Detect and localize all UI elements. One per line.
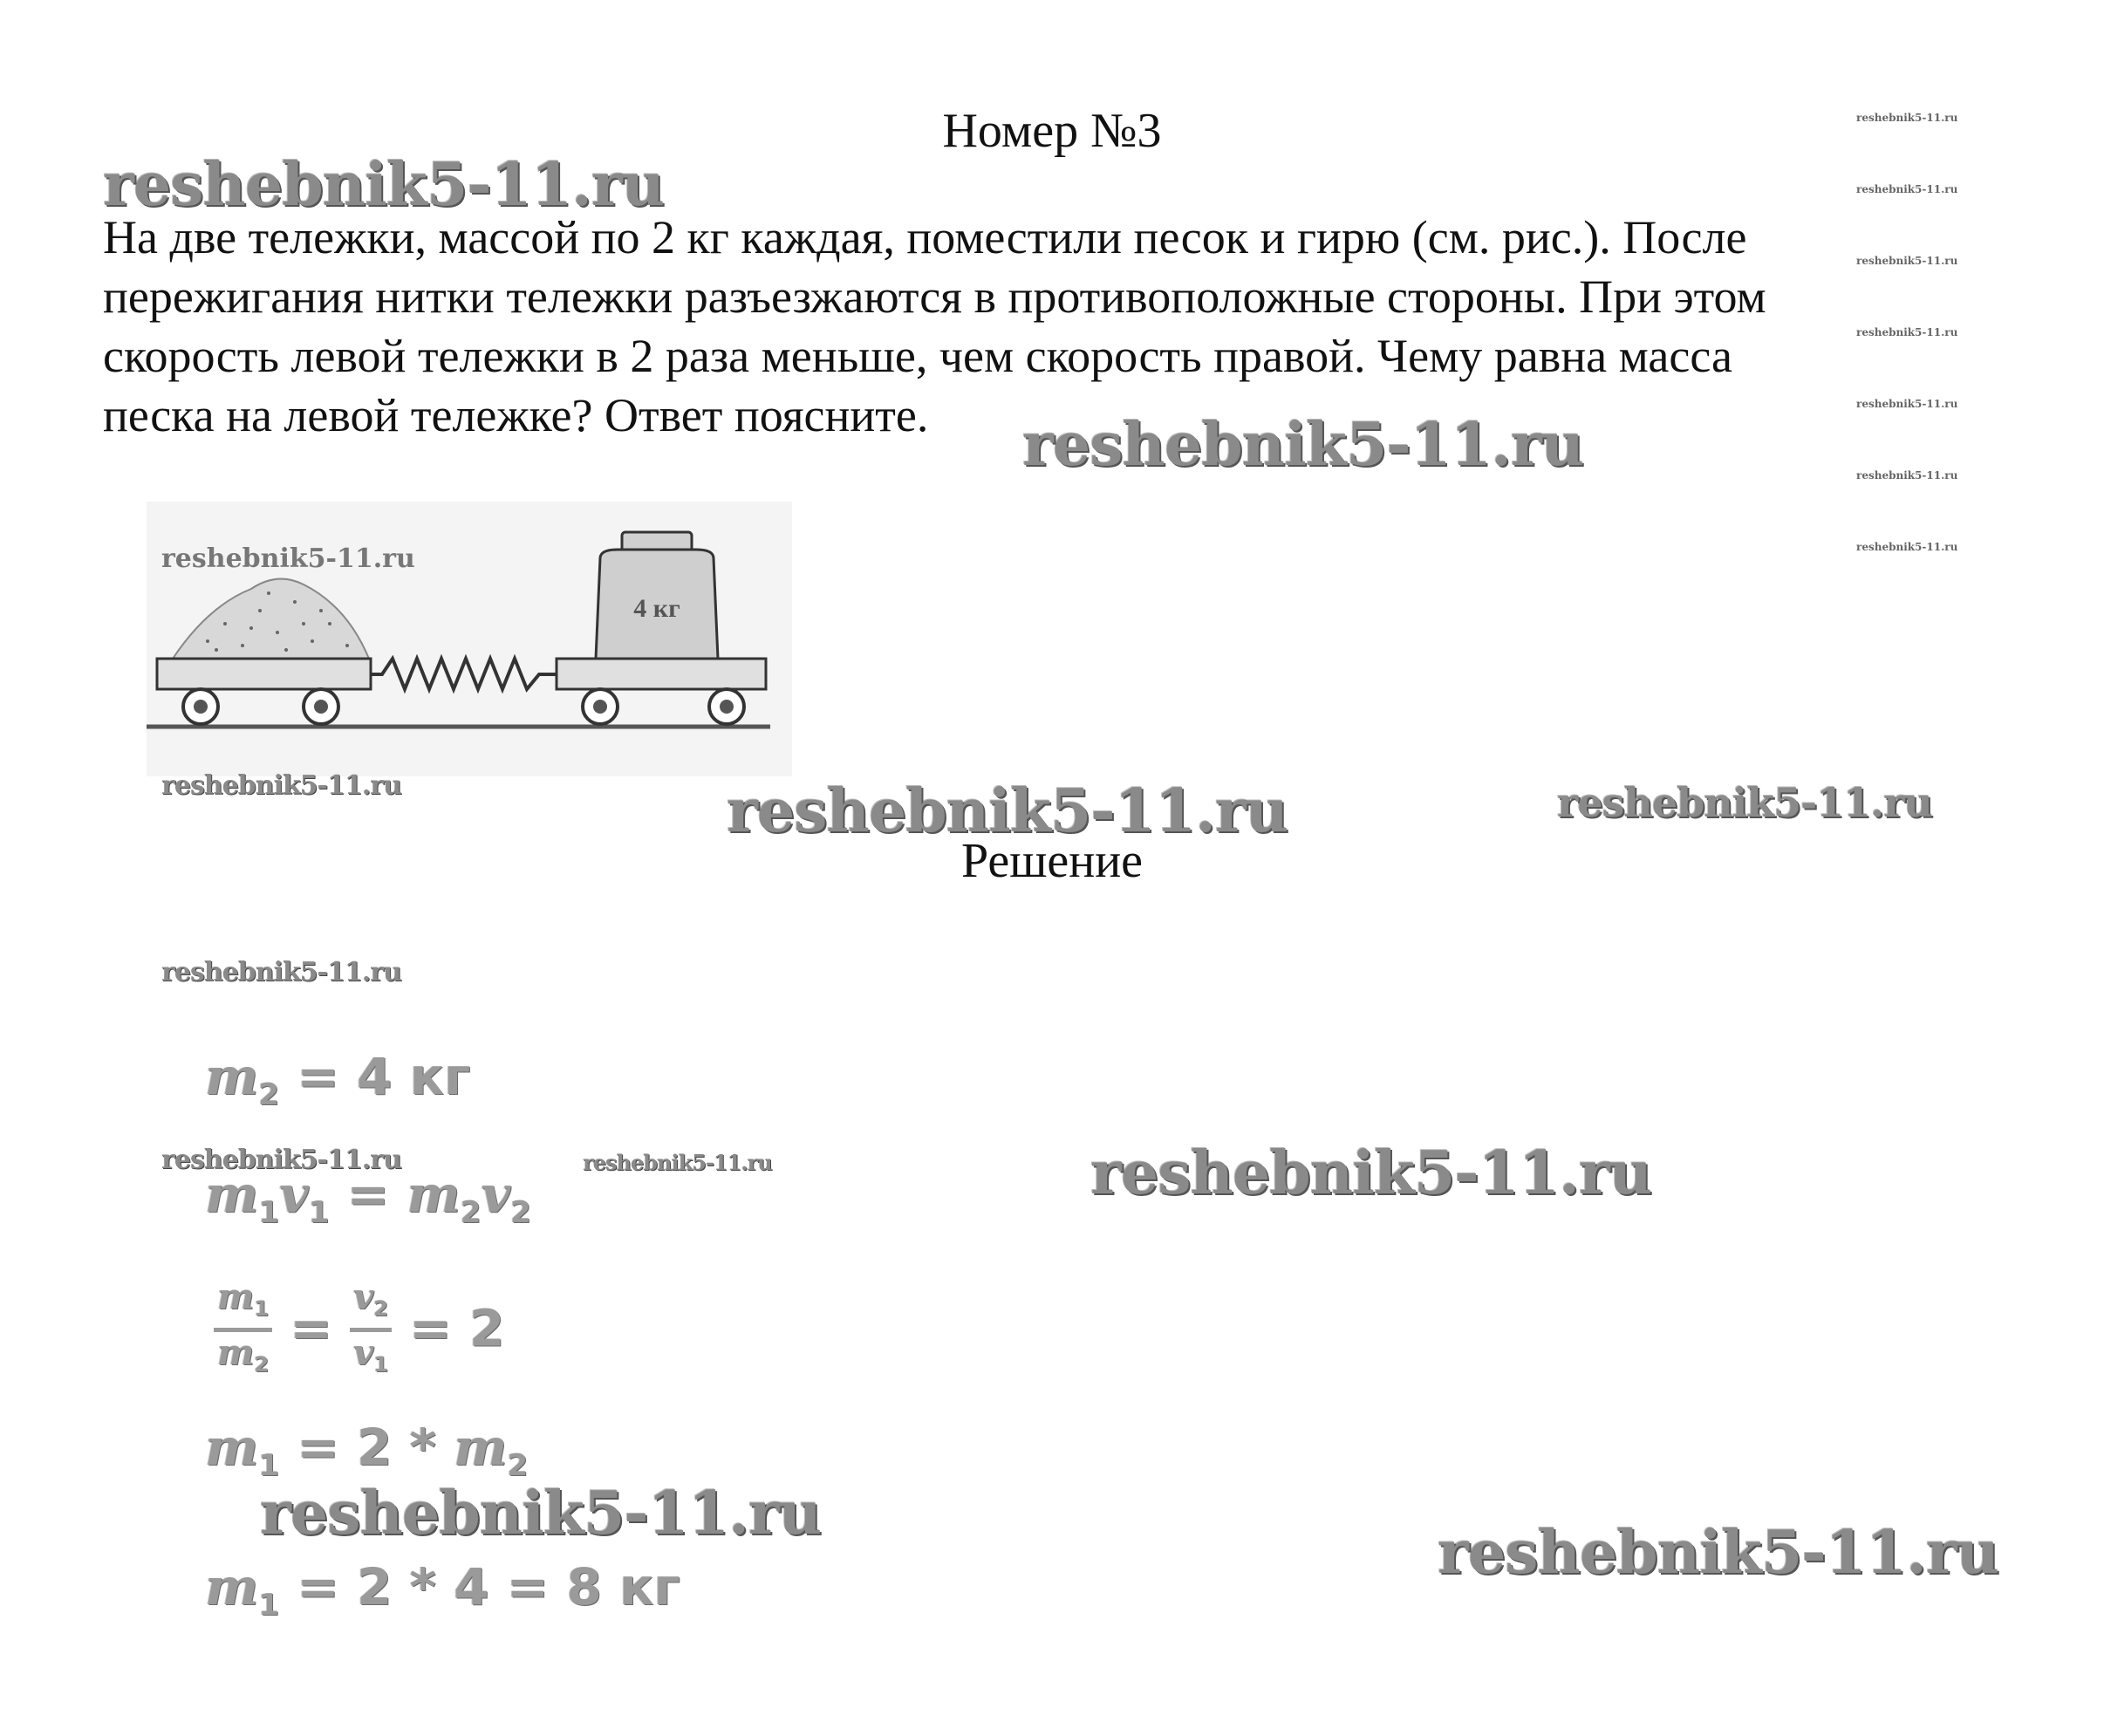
watermark: reshebnik5-11.ru <box>727 776 1288 846</box>
left-cart <box>157 659 371 689</box>
page-title: Номер №3 <box>942 104 1162 158</box>
watermark: reshebnik5-11.ru <box>1856 541 1958 553</box>
watermark: reshebnik5-11.ru <box>1856 183 1958 195</box>
carts-illustration <box>147 502 792 776</box>
problem-line: На две тележки, массой по 2 кг каждая, поместили песок и гирю (см. рис.). После <box>103 211 1747 263</box>
problem-line: пережигания нитки тележки разъезжаются в противоположные стороны. При этом <box>103 270 1766 323</box>
equation-m1-expr: $m_1 = 2 * m_2$ <box>205 1418 529 1483</box>
equation-momentum: $m_1v_1 = m_2v_2$ <box>205 1165 531 1230</box>
watermark: reshebnik5-11.ru <box>103 150 665 220</box>
equation-ratio: $\frac{m_1}{m_2}$ = $\frac{v_2}{v_1}$ = 2 <box>214 1278 504 1385</box>
watermark: reshebnik5-11.ru <box>1856 469 1958 482</box>
watermark: reshebnik5-11.ru <box>161 770 401 801</box>
fraction-v2-v1: $\frac{v_2}{v_1}$ <box>350 1278 392 1385</box>
fraction-m1-m2: $\frac{m_1}{m_2}$ <box>214 1278 272 1385</box>
equation-answer: $m_1 = 2 * 4 = 8$ кг <box>205 1557 680 1623</box>
solution-heading: Решение <box>960 834 1144 888</box>
watermark: reshebnik5-11.ru <box>161 1145 401 1175</box>
watermark: reshebnik5-11.ru <box>1022 410 1584 480</box>
weight-label: 4 кг <box>633 594 680 623</box>
watermark: reshebnik5-11.ru <box>583 1150 772 1175</box>
watermark: reshebnik5-11.ru <box>1856 326 1958 338</box>
equation-m2: $m_2 = 4$ кг <box>205 1047 471 1112</box>
watermark: reshebnik5-11.ru <box>1090 1138 1652 1208</box>
problem-line: скорость левой тележки в 2 раза меньше, чем скорость правой. Чему равна масса <box>103 330 1732 382</box>
watermark: reshebnik5-11.ru <box>260 1479 822 1548</box>
watermark: reshebnik5-11.ru <box>1856 112 1958 124</box>
problem-line: песка на левой тележке? Ответ поясните. <box>103 389 929 441</box>
right-cart <box>557 659 766 689</box>
watermark: reshebnik5-11.ru <box>1557 779 1932 826</box>
watermark: reshebnik5-11.ru <box>1856 398 1958 410</box>
watermark: reshebnik5-11.ru <box>161 957 401 988</box>
watermark: reshebnik5-11.ru <box>161 543 415 574</box>
watermark: reshebnik5-11.ru <box>1856 255 1958 267</box>
watermark: reshebnik5-11.ru <box>1438 1518 1999 1588</box>
carts-figure <box>147 502 792 776</box>
